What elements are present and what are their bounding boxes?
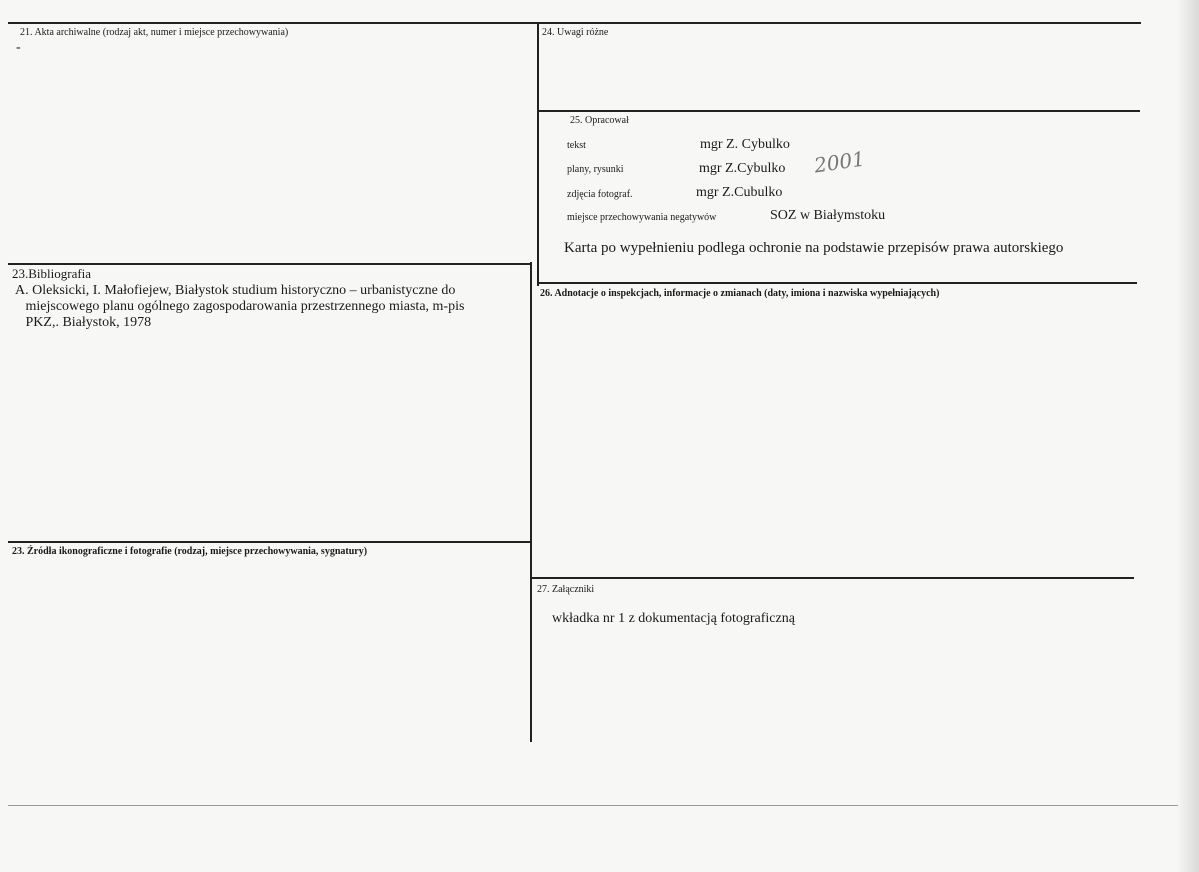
center-divider-upper <box>537 24 539 286</box>
handwritten-year: 2001 <box>812 146 867 178</box>
field-21-label: 21. Akta archiwalne (rodzaj akt, numer i miejsce przechowywania) <box>20 27 289 38</box>
field-25-row-label: tekst <box>567 140 586 151</box>
rule-23-23b <box>8 541 532 543</box>
field-23-iconographic-label: 23. Źródła ikonograficzne i fotografie (rodzaj, miejsce przechowywania, sygnatury) <box>12 546 368 557</box>
field-25-row-value: SOZ w Białymstoku <box>770 208 886 223</box>
bibliography-line: A. Oleksicki, I. Małofiejew, Białystok studium historyczno – urbanistyczne do <box>15 283 456 298</box>
field-21-value: - <box>16 40 21 55</box>
field-25-row-label: zdjęcia fotograf. <box>567 189 633 200</box>
top-rule <box>8 22 1141 24</box>
field-24-label: 24. Uwagi różne <box>542 27 609 38</box>
bibliography-label: 23.Bibliografia <box>12 266 92 281</box>
left-column-divider <box>530 262 532 742</box>
field-25-row-value: mgr Z.Cubulko <box>696 185 783 200</box>
copyright-notice: Karta po wypełnieniu podlega ochronie na podstawie przepisów prawa autorskiego <box>564 240 1064 256</box>
field-27-value: wkładka nr 1 z dokumentacją fotograficzną <box>552 611 795 626</box>
bibliography-line: PKZ,. Białystok, 1978 <box>15 315 152 330</box>
rule-26-27 <box>532 577 1134 579</box>
scan-edge-shadow <box>1177 0 1199 872</box>
rule-24-25 <box>539 110 1140 112</box>
field-25-row-label: miejsce przechowywania negatywów <box>567 212 717 223</box>
rule-25-26 <box>539 282 1137 284</box>
bibliography-text <box>15 283 515 331</box>
field-25-row-value: mgr Z. Cybulko <box>700 137 790 152</box>
bottom-rule <box>8 805 1178 806</box>
field-25-label: 25. Opracował <box>570 115 629 126</box>
bibliography-line: miejscowego planu ogólnego zagospodarowania przestrzennego miasta, m-pis <box>15 299 465 314</box>
field-27-label: 27. Załączniki <box>537 584 595 595</box>
field-25-row-label: plany, rysunki <box>567 164 624 175</box>
field-25-row-value: mgr Z.Cybulko <box>699 161 786 176</box>
rule-21-23 <box>8 263 532 265</box>
field-26-label: 26. Adnotacje o inspekcjach, informacje o zmianach (daty, imiona i nazwiska wypełniających) <box>540 288 940 299</box>
